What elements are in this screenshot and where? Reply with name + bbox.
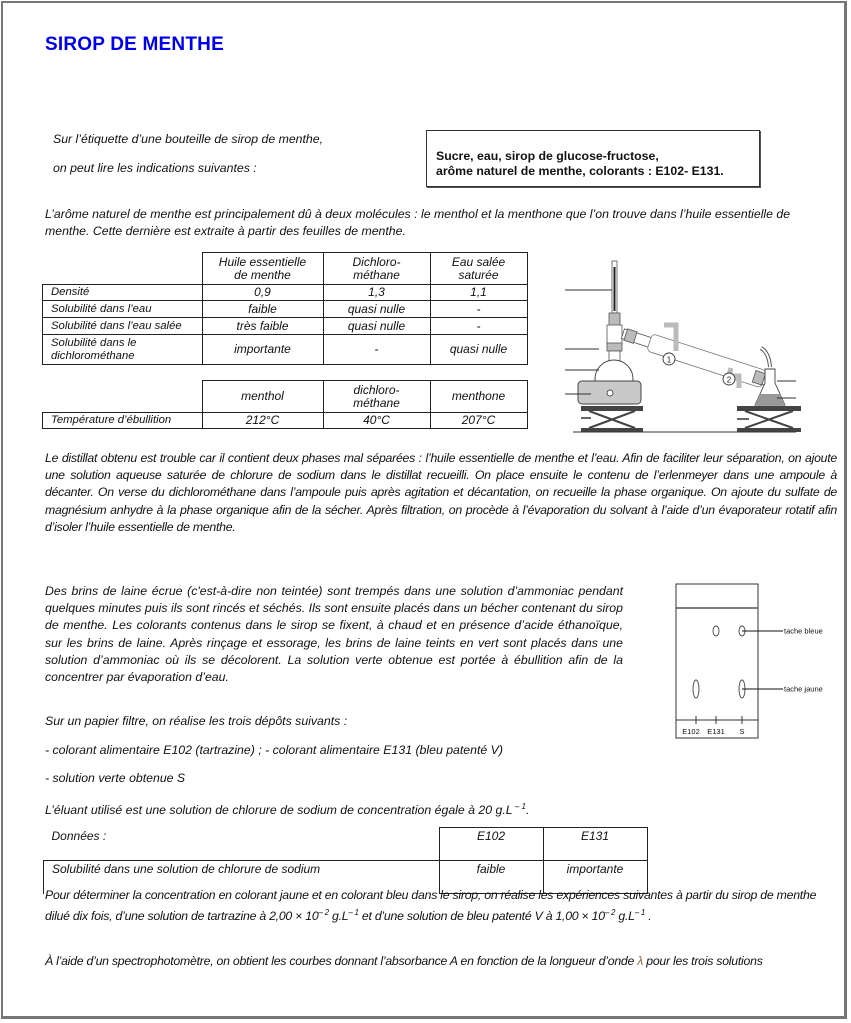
distillate-paragraph: Le distillat obtenu est trouble car il contient deux phases mal séparées : l’huile essentielle de menthe et l’eau. Afin de faciliter leur séparation, on ajoute une solution aqueuse saturée de chlorure de sodium dans le distillat recueilli. On place ensuite le contenu de l’erlenmeyer dans une ampoule à décanter. On verse du dichlorométhane dans l’ampoule puis après agitation et décantation, on recueille la phase organique. On ajoute du sulfate de magnésium anhydre à la phase organique afin de la sécher. Après filtration, on procède à l’évaporation du solvant à l’aide d’un évaporateur rotatif afin d’isoler l’huile essentielle de menthe.: [45, 451, 837, 534]
deposit-item-1: - colorant alimentaire E102 (tartrazine) ; - colorant alimentaire E131 (bleu patenté V): [45, 743, 503, 757]
spectrophotometer-paragraph: À l’aide d’un spectrophotomètre, on obtient les courbes donnant l’absorbance A en fonction de la longueur d’onde λ pour les trois solutions: [45, 954, 763, 968]
svg-text:tache jaune: tache jaune: [784, 684, 823, 694]
svg-text:E131: E131: [707, 727, 725, 736]
deposit-item-2: - solution verte obtenue S: [45, 771, 186, 785]
eluent-line: L’éluant utilisé est une solution de chlorure de sodium de concentration égale à 20 g.L $^{- 1}$.: [45, 802, 530, 818]
distillation-apparatus-diagram: [561, 253, 806, 433]
svg-text:E102: E102: [682, 727, 700, 736]
lambda-symbol: λ: [637, 954, 644, 968]
column-header: menthone: [430, 381, 527, 413]
bottle-label-line-1: Sucre, eau, sirop de glucose-fructose,: [436, 149, 659, 163]
svg-text:1: 1: [666, 355, 672, 365]
column-header: menthol: [202, 381, 323, 413]
bottle-label-line-2: arôme naturel de menthe, colorants : E102- E131.: [436, 164, 724, 178]
column-header: Eau salée saturée: [430, 253, 527, 285]
column-header: E102: [439, 828, 543, 861]
column-header: Huile essentielle de menthe: [202, 253, 323, 285]
wool-dyeing-paragraph: Des brins de laine écrue (c'est-à-dire non teintée) sont trempés dans une solution d’ammoniac pendant quelques minutes puis ils sont rincés et séchés. Ils sont ensuite placés dans un bécher contenant du sirop de menthe. Les colorants contenus dans le sirop se fixent, à chaud et en présence d’acide éthanoïque, sur les brins de laine. Après rinçage et essorage, les brins de laine teints en vert sont placés dans une solution d’ammoniac où ils se décolorent. La solution verte obtenue est portée à ébullition afin de la concentrer par évaporation d’eau.: [45, 584, 623, 685]
solubility-table: [43, 827, 648, 894]
document-page: [1, 1, 847, 1019]
table-row: Solubilité dans l’eau salée très faible quasi nulle -: [43, 318, 528, 335]
svg-text:tache bleue: tache bleue: [784, 626, 823, 636]
properties-table: [42, 252, 528, 365]
column-header: Dichloro- méthane: [323, 253, 430, 285]
concentration-paragraph: Pour déterminer la concentration en colorant jaune et en colorant bleu dans le sirop, on réalise les expériences suivantes à partir du sirop de menthe dilué dix fois, d’une solution de tartrazine à $2,00 \times 10^{- 2}$ $g.L^{- 1}$ et d’une solution de bleu patenté V à $1,00 \times 10^{- 2}$ $g.L^{- 1}$ .: [45, 888, 817, 924]
chromatogram-diagram: [673, 583, 851, 739]
aroma-paragraph: L’arôme naturel de menthe est principalement dû à deux molécules : le menthol et la menthone que l’on trouve dans l’huile essentielle de menthe. Cette dernière est extraite à partir des feuilles de menthe.: [45, 207, 791, 238]
table-row: Température d’ébullition 212°C 40°C 207°C: [43, 413, 528, 429]
svg-text:2: 2: [726, 375, 732, 385]
table-row: Solubilité dans le dichlorométhane importante - quasi nulle: [43, 335, 528, 365]
table-corner: [43, 253, 203, 285]
svg-text:S: S: [739, 727, 745, 736]
table-row: Densité 0,9 1,3 1,1: [43, 285, 528, 301]
deposits-intro: Sur un papier filtre, on réalise les trois dépôts suivants :: [45, 714, 348, 728]
column-header: dichloro- méthane: [323, 381, 430, 413]
intro-line-2: on peut lire les indications suivantes :: [53, 161, 257, 175]
intro-line-1: Sur l’étiquette d’une bouteille de sirop de menthe,: [53, 132, 324, 146]
table-row: Solubilité dans l’eau faible quasi nulle -: [43, 301, 528, 318]
table-row: Solubilité dans une solution de chlorure de sodium faible importante: [44, 861, 648, 894]
page-title: SIROP DE MENTHE: [45, 34, 224, 55]
boiling-point-table: [42, 380, 528, 429]
data-label: Données :: [44, 828, 440, 861]
column-header: E131: [543, 828, 647, 861]
bottle-label-box: [426, 130, 760, 187]
